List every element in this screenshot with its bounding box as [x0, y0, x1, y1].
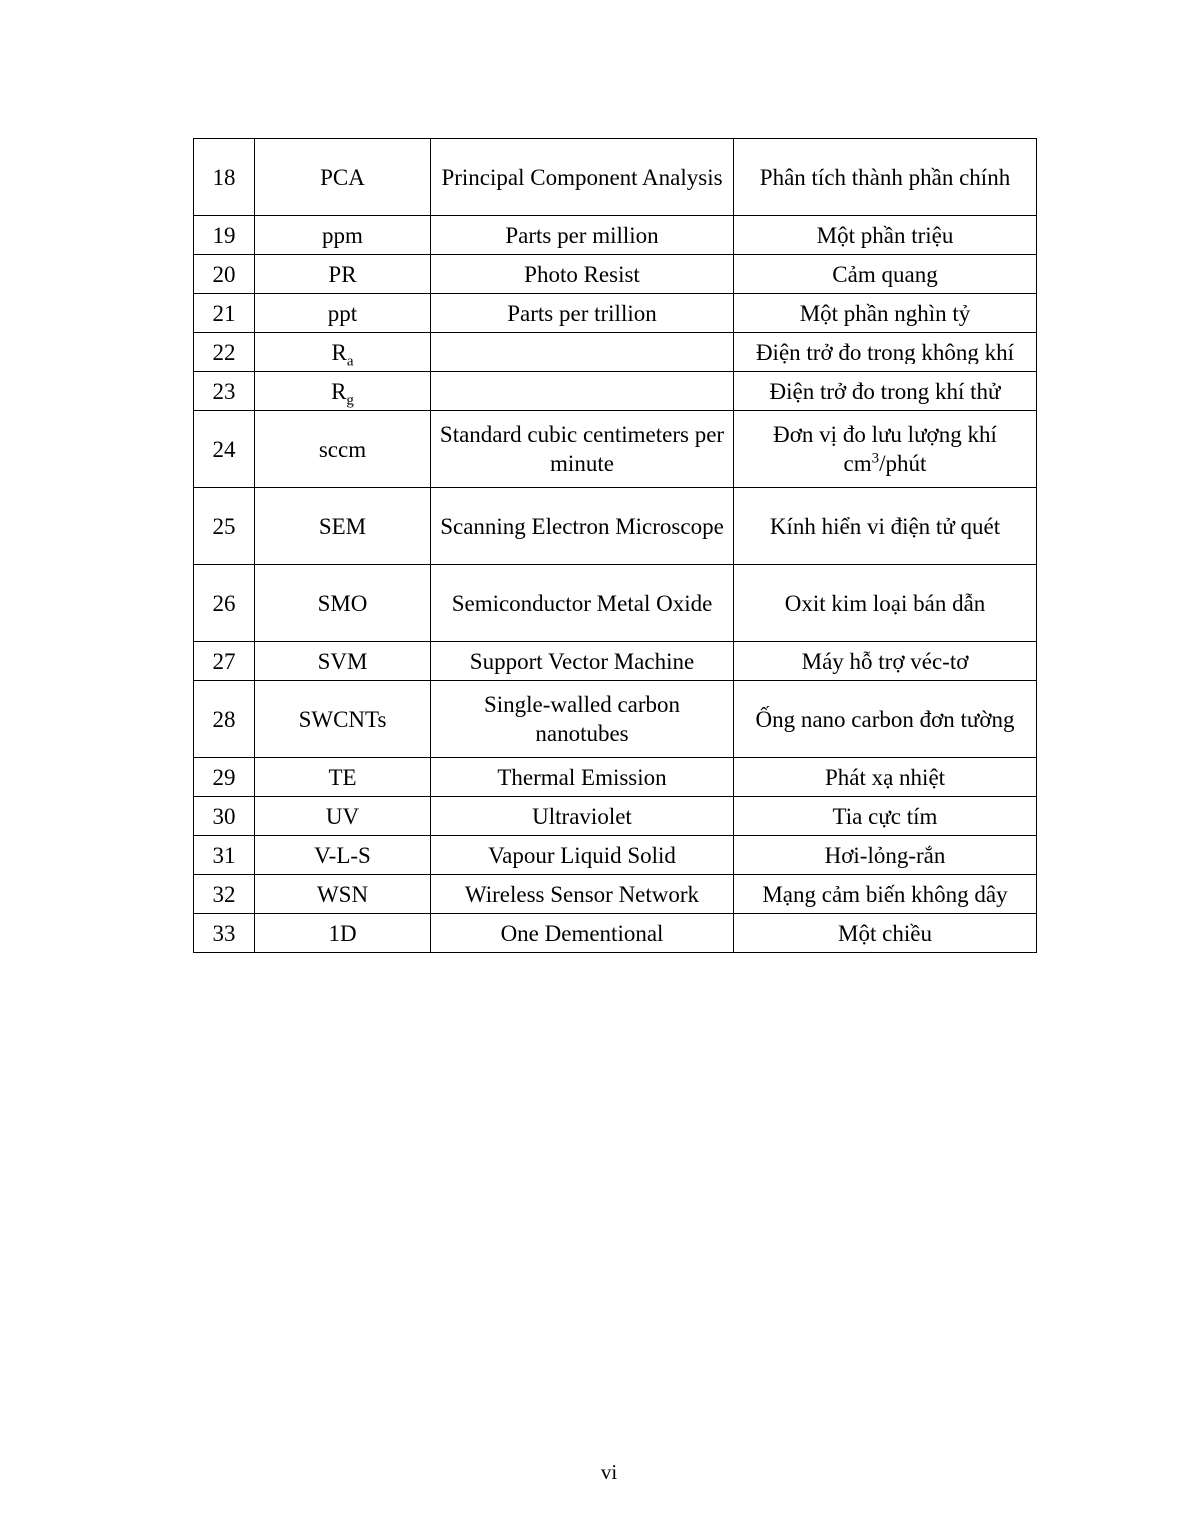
table-row [194, 333, 1037, 372]
abbreviation: SEM [255, 488, 431, 565]
row-number: 22 [194, 333, 255, 372]
vietnamese-term-line1: Đơn vị đo lưu lượng khí [773, 422, 997, 447]
table-row [194, 255, 1037, 294]
abbreviation: WSN [255, 875, 431, 914]
abbreviation: 1D [255, 914, 431, 953]
row-number: 29 [194, 758, 255, 797]
abbreviation: TE [255, 758, 431, 797]
vietnamese-term: Ống nano carbon đơn tường [734, 681, 1037, 758]
unit-superscript: 3 [871, 450, 880, 467]
vietnamese-term: Cảm quang [734, 255, 1037, 294]
english-term: Wireless Sensor Network [431, 875, 734, 914]
table-row [194, 372, 1037, 411]
table-row [194, 565, 1037, 642]
abbreviation-table [193, 138, 1037, 953]
abbreviation: SWCNTs [255, 681, 431, 758]
table-row [194, 914, 1037, 953]
english-term: Standard cubic centimeters per minute [431, 411, 734, 488]
row-number: 27 [194, 642, 255, 681]
abbreviation-table-container [193, 138, 1036, 953]
abbreviation: SMO [255, 565, 431, 642]
abbreviation-subscript: a [346, 353, 354, 370]
english-term: Thermal Emission [431, 758, 734, 797]
row-number: 20 [194, 255, 255, 294]
table-row [194, 681, 1037, 758]
abbreviation: ppt [255, 294, 431, 333]
vietnamese-term: Kính hiển vi điện tử quét [734, 488, 1037, 565]
vietnamese-term: Hơi-lỏng-rắn [734, 836, 1037, 875]
row-number: 33 [194, 914, 255, 953]
vietnamese-term: Một phần nghìn tỷ [734, 294, 1037, 333]
english-term: Photo Resist [431, 255, 734, 294]
abbreviation: ppm [255, 216, 431, 255]
row-number: 32 [194, 875, 255, 914]
table-row [194, 294, 1037, 333]
english-term: One Dementional [431, 914, 734, 953]
row-number: 24 [194, 411, 255, 488]
vietnamese-term-text: Điện trở đo trong không khí [755, 340, 1015, 364]
abbreviation: UV [255, 797, 431, 836]
row-number: 28 [194, 681, 255, 758]
table-row [194, 875, 1037, 914]
table-row [194, 411, 1037, 488]
row-number: 23 [194, 372, 255, 411]
table-row [194, 836, 1037, 875]
english-term [431, 333, 734, 372]
abbreviation [255, 333, 431, 372]
vietnamese-term: Điện trở đo trong khí thử [734, 372, 1037, 411]
abbreviation-base: R [331, 378, 347, 404]
unit-tail: /phút [879, 451, 927, 476]
abbreviation: sccm [255, 411, 431, 488]
vietnamese-term: Một phần triệu [734, 216, 1037, 255]
english-term: Vapour Liquid Solid [431, 836, 734, 875]
english-term: Semiconductor Metal Oxide [431, 565, 734, 642]
row-number: 21 [194, 294, 255, 333]
vietnamese-term: Máy hỗ trợ véc-tơ [734, 642, 1037, 681]
row-number: 30 [194, 797, 255, 836]
vietnamese-term: Oxit kim loại bán dẫn [734, 565, 1037, 642]
row-number: 18 [194, 139, 255, 216]
english-term: Single-walled carbon nanotubes [431, 681, 734, 758]
vietnamese-term: Tia cực tím [734, 797, 1037, 836]
english-term: Scanning Electron Microscope [431, 488, 734, 565]
english-term: Principal Component Analysis [431, 139, 734, 216]
table-row [194, 642, 1037, 681]
table-row [194, 216, 1037, 255]
row-number: 26 [194, 565, 255, 642]
abbreviation [255, 372, 431, 411]
abbreviation-subscript: g [346, 392, 354, 409]
table-row [194, 797, 1037, 836]
table-row [194, 758, 1037, 797]
table-row [194, 139, 1037, 216]
abbreviation-base: R [331, 339, 347, 365]
english-term: Ultraviolet [431, 797, 734, 836]
abbreviation: V-L-S [255, 836, 431, 875]
english-term: Support Vector Machine [431, 642, 734, 681]
english-term [431, 372, 734, 411]
abbreviation: SVM [255, 642, 431, 681]
row-number: 19 [194, 216, 255, 255]
vietnamese-term: Phân tích thành phần chính [734, 139, 1037, 216]
english-term: Parts per million [431, 216, 734, 255]
vietnamese-term [734, 411, 1037, 488]
abbreviation: PCA [255, 139, 431, 216]
table-row [194, 488, 1037, 565]
vietnamese-term [734, 333, 1037, 372]
abbreviation: PR [255, 255, 431, 294]
row-number: 31 [194, 836, 255, 875]
english-term: Parts per trillion [431, 294, 734, 333]
vietnamese-term: Một chiều [734, 914, 1037, 953]
unit-base: cm [843, 451, 872, 476]
page-number: vi [600, 1460, 618, 1484]
vietnamese-term: Phát xạ nhiệt [734, 758, 1037, 797]
row-number: 25 [194, 488, 255, 565]
vietnamese-term: Mạng cảm biến không dây [734, 875, 1037, 914]
